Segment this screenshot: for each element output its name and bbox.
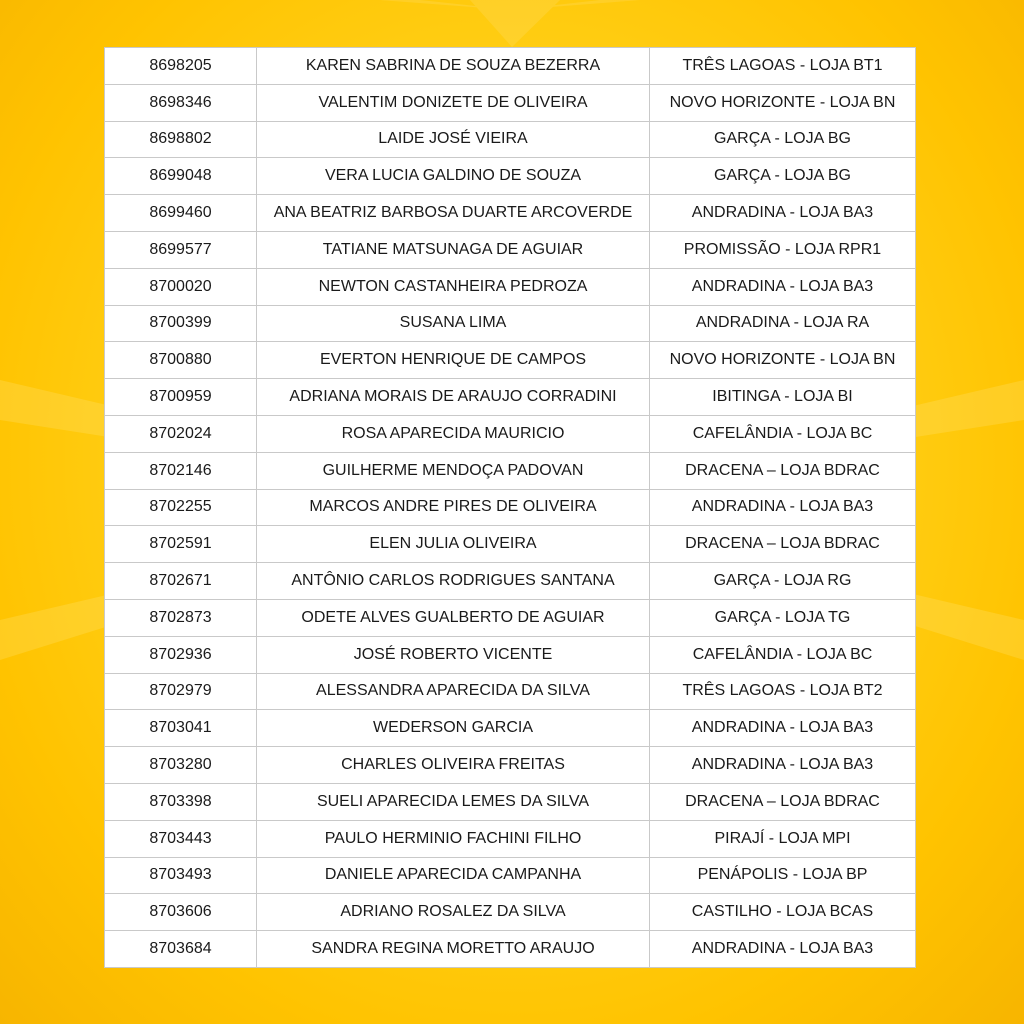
- cell-id: 8702591: [105, 526, 257, 563]
- cell-id: 8700880: [105, 342, 257, 379]
- cell-store: TRÊS LAGOAS - LOJA BT2: [650, 673, 916, 710]
- cell-id: 8700399: [105, 305, 257, 342]
- table-row: [105, 710, 916, 747]
- cell-id: 8698802: [105, 121, 257, 158]
- cell-id: 8703041: [105, 710, 257, 747]
- cell-name: ANTÔNIO CARLOS RODRIGUES SANTANA: [257, 563, 650, 600]
- cell-name: ALESSANDRA APARECIDA DA SILVA: [257, 673, 650, 710]
- cell-store: GARÇA - LOJA TG: [650, 599, 916, 636]
- cell-id: 8699048: [105, 158, 257, 195]
- cell-name: DANIELE APARECIDA CAMPANHA: [257, 857, 650, 894]
- table-row: [105, 489, 916, 526]
- table-row: [105, 783, 916, 820]
- cell-store: CAFELÂNDIA - LOJA BC: [650, 636, 916, 673]
- cell-store: ANDRADINA - LOJA BA3: [650, 195, 916, 232]
- cell-store: ANDRADINA - LOJA BA3: [650, 747, 916, 784]
- cell-name: EVERTON HENRIQUE DE CAMPOS: [257, 342, 650, 379]
- table-row: [105, 636, 916, 673]
- cell-id: 8703443: [105, 820, 257, 857]
- table-row: [105, 121, 916, 158]
- cell-name: KAREN SABRINA DE SOUZA BEZERRA: [257, 48, 650, 85]
- cell-store: TRÊS LAGOAS - LOJA BT1: [650, 48, 916, 85]
- name-list-sheet: [104, 47, 915, 967]
- cell-name: GUILHERME MENDOÇA PADOVAN: [257, 452, 650, 489]
- cell-name: CHARLES OLIVEIRA FREITAS: [257, 747, 650, 784]
- cell-id: 8703606: [105, 894, 257, 931]
- cell-name: TATIANE MATSUNAGA DE AGUIAR: [257, 231, 650, 268]
- cell-id: 8702936: [105, 636, 257, 673]
- cell-name: ANA BEATRIZ BARBOSA DUARTE ARCOVERDE: [257, 195, 650, 232]
- cell-store: ANDRADINA - LOJA BA3: [650, 489, 916, 526]
- cell-store: IBITINGA - LOJA BI: [650, 379, 916, 416]
- table-row: [105, 857, 916, 894]
- table-row: [105, 305, 916, 342]
- cell-id: 8698346: [105, 84, 257, 121]
- cell-store: DRACENA – LOJA BDRAC: [650, 452, 916, 489]
- table-row: [105, 415, 916, 452]
- table-row: [105, 48, 916, 85]
- cell-id: 8698205: [105, 48, 257, 85]
- cell-name: VALENTIM DONIZETE DE OLIVEIRA: [257, 84, 650, 121]
- cell-id: 8702024: [105, 415, 257, 452]
- table-row: [105, 563, 916, 600]
- table-row: [105, 84, 916, 121]
- cell-id: 8703493: [105, 857, 257, 894]
- cell-name: MARCOS ANDRE PIRES DE OLIVEIRA: [257, 489, 650, 526]
- cell-store: ANDRADINA - LOJA BA3: [650, 268, 916, 305]
- table-row: [105, 526, 916, 563]
- cell-store: PROMISSÃO - LOJA RPR1: [650, 231, 916, 268]
- cell-id: 8703398: [105, 783, 257, 820]
- table-row: [105, 268, 916, 305]
- cell-name: ROSA APARECIDA MAURICIO: [257, 415, 650, 452]
- cell-id: 8702146: [105, 452, 257, 489]
- cell-store: PENÁPOLIS - LOJA BP: [650, 857, 916, 894]
- table-row: [105, 673, 916, 710]
- table-row: [105, 452, 916, 489]
- table-row: [105, 158, 916, 195]
- table-row: [105, 231, 916, 268]
- cell-name: SUSANA LIMA: [257, 305, 650, 342]
- cell-store: ANDRADINA - LOJA BA3: [650, 710, 916, 747]
- cell-name: SUELI APARECIDA LEMES DA SILVA: [257, 783, 650, 820]
- cell-id: 8699577: [105, 231, 257, 268]
- cell-name: ODETE ALVES GUALBERTO DE AGUIAR: [257, 599, 650, 636]
- cell-store: PIRAJÍ - LOJA MPI: [650, 820, 916, 857]
- cell-name: VERA LUCIA GALDINO DE SOUZA: [257, 158, 650, 195]
- cell-name: ADRIANA MORAIS DE ARAUJO CORRADINI: [257, 379, 650, 416]
- cell-id: 8700020: [105, 268, 257, 305]
- cell-name: ELEN JULIA OLIVEIRA: [257, 526, 650, 563]
- cell-name: WEDERSON GARCIA: [257, 710, 650, 747]
- table-row: [105, 379, 916, 416]
- table-body: [105, 48, 916, 968]
- cell-store: GARÇA - LOJA BG: [650, 158, 916, 195]
- cell-id: 8699460: [105, 195, 257, 232]
- table-row: [105, 342, 916, 379]
- cell-name: JOSÉ ROBERTO VICENTE: [257, 636, 650, 673]
- cell-name: LAIDE JOSÉ VIEIRA: [257, 121, 650, 158]
- cell-store: NOVO HORIZONTE - LOJA BN: [650, 84, 916, 121]
- cell-store: DRACENA – LOJA BDRAC: [650, 783, 916, 820]
- cell-store: CASTILHO - LOJA BCAS: [650, 894, 916, 931]
- cell-id: 8702979: [105, 673, 257, 710]
- table-row: [105, 931, 916, 968]
- cell-name: NEWTON CASTANHEIRA PEDROZA: [257, 268, 650, 305]
- table-row: [105, 747, 916, 784]
- cell-name: ADRIANO ROSALEZ DA SILVA: [257, 894, 650, 931]
- cell-store: ANDRADINA - LOJA BA3: [650, 931, 916, 968]
- table-row: [105, 820, 916, 857]
- cell-store: ANDRADINA - LOJA RA: [650, 305, 916, 342]
- cell-id: 8702255: [105, 489, 257, 526]
- cell-store: CAFELÂNDIA - LOJA BC: [650, 415, 916, 452]
- cell-store: GARÇA - LOJA BG: [650, 121, 916, 158]
- table-row: [105, 894, 916, 931]
- cell-name: PAULO HERMINIO FACHINI FILHO: [257, 820, 650, 857]
- cell-id: 8702671: [105, 563, 257, 600]
- winners-table: [104, 47, 916, 968]
- cell-store: DRACENA – LOJA BDRAC: [650, 526, 916, 563]
- cell-store: NOVO HORIZONTE - LOJA BN: [650, 342, 916, 379]
- cell-id: 8703280: [105, 747, 257, 784]
- cell-store: GARÇA - LOJA RG: [650, 563, 916, 600]
- cell-id: 8700959: [105, 379, 257, 416]
- cell-id: 8702873: [105, 599, 257, 636]
- table-row: [105, 599, 916, 636]
- table-row: [105, 195, 916, 232]
- cell-id: 8703684: [105, 931, 257, 968]
- cell-name: SANDRA REGINA MORETTO ARAUJO: [257, 931, 650, 968]
